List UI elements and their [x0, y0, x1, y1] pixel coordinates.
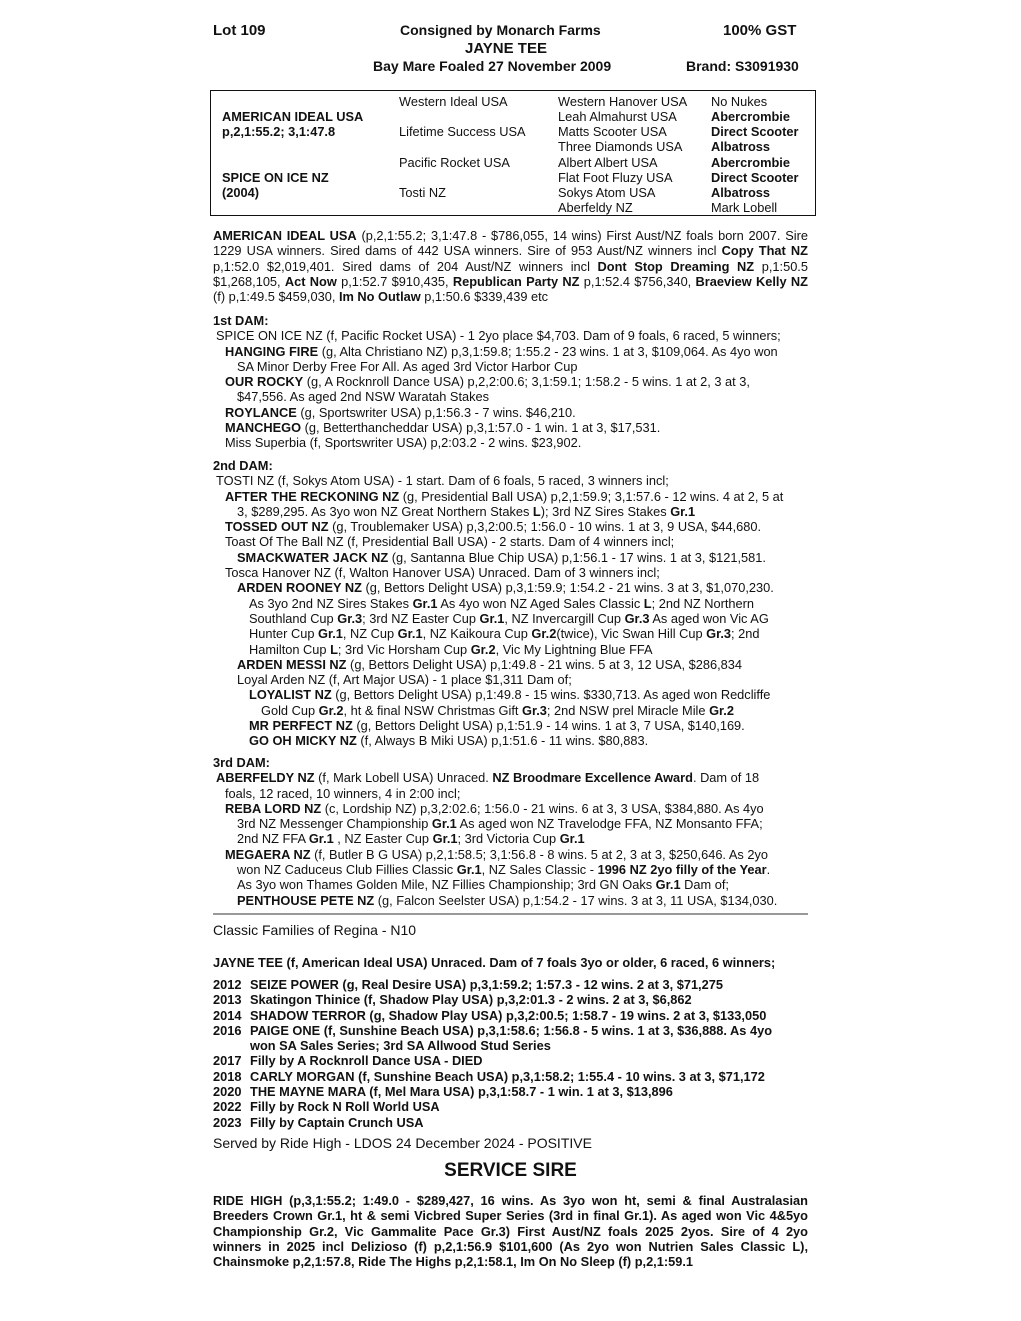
progeny-text: As 4yo won NZ Aged Sales Classic [437, 595, 644, 611]
sire-text: p,1:50.6 $339,439 etc [420, 289, 549, 305]
group-label: Gr.1 [397, 626, 423, 642]
progeny-text: (g, Falcon Seelster USA) p,1:54.2 - 17 wins. 3 at 3, 11 USA, $134,030. [374, 892, 778, 908]
pedigree-g2: Aberfeldy NZ [558, 200, 633, 215]
pedigree-g2: Western Hanover USA [558, 94, 688, 109]
progeny-text: Hamilton Cup [249, 641, 331, 657]
progeny-entry [213, 405, 808, 420]
produce-item [213, 992, 808, 1007]
produce-item [213, 1084, 808, 1099]
progeny-name: TOSSED OUT NZ [225, 519, 329, 535]
foaled-line: Bay Mare Foaled 27 November 2009 [373, 58, 612, 74]
progeny-text: ; 2nd NZ Northern [651, 595, 755, 611]
pedigree-g1: Lifetime Success USA [399, 124, 526, 139]
award-label: 1996 NZ 2yo filly of the Year [597, 862, 767, 878]
produce-item [213, 1099, 808, 1114]
pedigree-g2: Three Diamonds USA [558, 139, 683, 154]
progeny-text: As 3yo 2nd NZ Sires Stakes [249, 595, 413, 611]
group-label: Gr.2 [470, 641, 496, 657]
progeny-entry-cont [213, 626, 808, 641]
group-label: Gr.1 [318, 626, 343, 642]
progeny-text: , NZ Kaikoura Cup [422, 626, 532, 642]
progeny-name: ARDEN ROONEY NZ [237, 580, 362, 596]
progeny-entry: Toast Of The Ball NZ (f, Presidential Ball USA) - 2 starts. Dam of 4 winners incl; [225, 534, 675, 550]
produce-item [213, 1008, 808, 1023]
service-sire-heading: SERVICE SIRE [444, 1160, 577, 1181]
produce-text: Skatingon Thinice (f, Shadow Play USA) p,3,2:01.3 - 2 wins. 2 at 3, $6,862 [250, 992, 692, 1008]
progeny-entry-cont [213, 642, 808, 657]
pedigree-g3: Direct Scooter [711, 170, 799, 185]
progeny-text: As aged won NZ Travelodge FFA, NZ Monsanto FFA; [456, 816, 763, 832]
group-label: L [532, 503, 541, 519]
progeny-entry-cont [213, 504, 808, 519]
group-label: Gr.1 [412, 595, 438, 611]
progeny-entry [213, 718, 808, 733]
progeny-name: HANGING FIRE [225, 343, 319, 359]
group-label: Gr.2 [531, 626, 557, 642]
pedigree-g2: Matts Scooter USA [558, 124, 667, 139]
progeny-entry [213, 733, 808, 748]
produce-text: Filly by Rock N Roll World USA [250, 1099, 440, 1115]
progeny-text: (c, Lordship NZ) p,3,2:02.6; 1:56.0 - 21 wins. 6 at 3, 3 USA, $384,880. As 4yo [321, 800, 764, 816]
progeny-text: ; 2nd [731, 626, 760, 642]
progeny-entry-cont: SA Minor Derby Free For All. As aged 3rd Victor Harbor Cup [237, 358, 578, 374]
section-divider [213, 913, 808, 915]
pedigree-g3: Albatross [711, 185, 771, 200]
served-line: Served by Ride High - LDOS 24 December 2024 - POSITIVE [213, 1135, 592, 1151]
progeny-text: , Vic My Lightning Blue FFA [495, 641, 653, 657]
progeny-entry [213, 374, 808, 389]
progeny-entry-cont: $47,556. As aged 2nd NSW Waratah Stakes [237, 389, 490, 405]
group-label: L [643, 595, 652, 611]
produce-item [213, 1053, 808, 1068]
progeny-name: Republican Party NZ [452, 273, 580, 289]
produce-item [213, 977, 808, 992]
progeny-text: Hunter Cup [249, 626, 318, 642]
brand: Brand: S3091930 [686, 58, 799, 74]
first-dam-intro: SPICE ON ICE NZ (f, Pacific Rocket USA) - 1 2yo place $4,703. Dam of 9 foals, 6 raced, 5 winners; [216, 328, 781, 344]
progeny-entry [213, 420, 808, 435]
progeny-entry [213, 550, 808, 565]
produce-year: 2014 [213, 1007, 242, 1023]
pedigree-g2: Albert Albert USA [558, 155, 658, 170]
second-dam-intro: TOSTI NZ (f, Sokys Atom USA) - 1 start. Dam of 6 foals, 5 raced, 3 winners incl; [216, 473, 669, 489]
third-dam-intro-cont: foals, 12 raced, 10 winners, 4 in 2:00 incl; [225, 785, 461, 801]
progeny-entry: Miss Superbia (f, Sportswriter USA) p,2:03.2 - 2 wins. $23,902. [225, 435, 582, 451]
first-dam-heading: 1st DAM: [213, 313, 269, 328]
group-label: Gr.1 [670, 503, 696, 519]
progeny-text: won NZ Caduceus Club Fillies Classic [237, 862, 457, 878]
service-sire-text: RIDE HIGH (p,3,1:55.2; 1:49.0 - $289,427, 16 wins. As 3yo won ht, semi & final Australasian Breeders Crown Gr.1, ht & semi Vicbred Super Series (3rd in final Gr.1). As aged won Vic 4&5yo Championship Gr.2, Vic Gammalite Pace Gr.3) First Aust/NZ foals 2025 2yos. Sire of 4 2yo winners in 2025 incl Delizioso (f) p,2,1:56.9 $101,600 (As 2yo won Nutrien Sales Classic L), Chainsmoke p,2,1:57.8, Ride The Highs p,2,1:58.1, Im On No Sleep (f) p,2,1:59.1 [213, 1193, 808, 1270]
progeny-text: As aged won Vic AG [649, 610, 769, 626]
progeny-text: (g, Presidential Ball USA) p,2,1:59.9; 3,1:57.6 - 12 wins. 4 at 2, 5 at [399, 488, 784, 504]
progeny-text: As 3yo won Thames Golden Mile, NZ Fillies Championship; 3rd GN Oaks [237, 877, 656, 893]
produce-text: THE MAYNE MARA (f, Mel Mara USA) p,3,1:58.7 - 1 win. 1 at 3, $13,896 [250, 1084, 673, 1100]
progeny-name: MANCHEGO [225, 420, 302, 436]
sire-text: p,1:50.5 $1,268,105, [213, 258, 808, 289]
progeny-entry [213, 489, 808, 504]
family-line: Classic Families of Regina - N10 [213, 922, 417, 938]
pedigree-g3: Abercrombie [711, 109, 790, 124]
produce-year: 2012 [213, 977, 242, 992]
pedigree-g1: Tosti NZ [399, 185, 446, 200]
progeny-name: Dont Stop Dreaming NZ [597, 258, 755, 274]
progeny-entry-cont [213, 831, 808, 846]
produce-text: SHADOW TERROR (g, Shadow Play USA) p,3,2:00.5; 1:58.7 - 19 wins. 2 at 3, $133,050 [250, 1007, 767, 1023]
progeny-text: 3, $289,295. As 3yo won NZ Great Northern Stakes [237, 503, 533, 519]
produce-year: 2020 [213, 1084, 242, 1100]
progeny-name: AFTER THE RECKONING NZ [225, 488, 400, 504]
progeny-text: Dam of; [680, 877, 729, 893]
group-label: Gr.1 [479, 610, 505, 626]
progeny-text: (g, Bettors Delight USA) p,1:49.8 - 15 wins. $330,713. As aged won Redcliffe [331, 687, 771, 703]
progeny-text: , NZ Sales Classic - [481, 862, 598, 878]
progeny-entry [213, 344, 808, 359]
pedigree-sire: AMERICAN IDEAL USA [222, 109, 364, 124]
produce-year: 2018 [213, 1068, 242, 1084]
progeny-name: PENTHOUSE PETE NZ [237, 892, 375, 908]
pedigree-g3: Mark Lobell [711, 200, 778, 215]
produce-item [213, 1069, 808, 1084]
produce-text: Filly by A Rocknroll Dance USA - DIED [250, 1053, 483, 1069]
progeny-text: Southland Cup [249, 610, 338, 626]
progeny-text: , NZ Invercargill Cup [504, 610, 625, 626]
progeny-text: , NZ Easter Cup [333, 831, 433, 847]
pedigree-g1: Pacific Rocket USA [399, 155, 510, 170]
group-label: Gr.3 [522, 702, 547, 718]
first-dam-section [213, 313, 808, 451]
pedigree-dam-year: (2004) [222, 185, 259, 200]
progeny-name: MR PERFECT NZ [249, 718, 353, 734]
pedigree-g2: Leah Almahurst USA [558, 109, 677, 124]
produce-year: 2023 [213, 1114, 242, 1130]
pedigree-g3: Albatross [711, 139, 771, 154]
award-label: NZ Broodmare Excellence Award [492, 770, 693, 786]
progeny-text: (f, Mark Lobell USA) Unraced. [314, 770, 493, 786]
progeny-text: (g, Santanna Blue Chip USA) p,1:56.1 - 17 wins. 1 at 3, $121,581. [388, 549, 766, 565]
lot-number: Lot 109 [213, 22, 266, 39]
sire-text: (p,2,1:55.2; 3,1:47.8 - $786,055, 14 wins) First Aust/NZ foals born 2007. Sire 1229 USA winners. Sired dams of 442 USA winners. Sire of 953 Aust/NZ winners incl [213, 228, 809, 259]
progeny-text: , ht & final NSW Christmas Gift [343, 702, 523, 718]
produce-year: 2016 [213, 1022, 242, 1038]
pedigree-g3: Direct Scooter [711, 124, 799, 139]
pedigree-g2: Sokys Atom USA [558, 185, 656, 200]
progeny-text: (g, Bettors Delight USA) p,1:51.9 - 14 wins. 1 at 3, 7 USA, $140,169. [352, 718, 745, 734]
second-dam-section [213, 458, 808, 749]
sire-paragraph [213, 228, 808, 304]
progeny-entry-cont: won NZ Caduceus Club Fillies Classic Gr.1, NZ Sales Classic - 1996 NZ 2yo filly of the Year. [237, 862, 771, 878]
progeny-name: SMACKWATER JACK NZ [237, 549, 389, 565]
produce-item-cont [213, 1038, 808, 1053]
group-label: Gr.3 [624, 610, 650, 626]
progeny-text: ; 3rd Victoria Cup [457, 831, 560, 847]
progeny-name: Im No Outlaw [338, 289, 421, 305]
group-label: Gr.1 [655, 877, 681, 893]
progeny-text: ; 2nd NSW prel Miracle Mile [546, 702, 710, 718]
third-dam-section [213, 755, 808, 908]
second-dam-heading: 2nd DAM: [213, 458, 273, 473]
progeny-entry-cont [213, 611, 808, 626]
pedigree-g3: Abercrombie [711, 155, 790, 170]
gst-label: 100% GST [723, 22, 797, 39]
produce-item [213, 1023, 808, 1038]
progeny-text: ; 3rd Vic Horsham Cup [337, 641, 471, 657]
group-label: Gr.3 [337, 610, 363, 626]
produce-intro: JAYNE TEE (f, American Ideal USA) Unraced. Dam of 7 foals 3yo or older, 6 raced, 6 winners; [213, 955, 776, 970]
progeny-text: , NZ Cup [342, 626, 398, 642]
group-label: Gr.2 [318, 702, 344, 718]
progeny-entry [213, 893, 808, 908]
sire-text: p,1:52.0 $2,019,401. Sired dams of 204 Aust/NZ winners incl [213, 258, 598, 274]
third-dam-intro [213, 770, 808, 785]
produce-text: won SA Sales Series; 3rd SA Allwood Stud Series [250, 1038, 551, 1054]
progeny-text: . Dam of 18 [692, 770, 760, 786]
group-label: Gr.1 [559, 831, 585, 847]
progeny-entry [213, 801, 808, 816]
produce-text: CARLY MORGAN (f, Sunshine Beach USA) p,3,1:58.2; 1:55.4 - 10 wins. 3 at 3, $71,172 [250, 1068, 765, 1084]
progeny-name: OUR ROCKY [225, 374, 304, 390]
progeny-text: (g, Bettors Delight USA) p,1:49.8 - 21 wins. 5 at 3, 12 USA, $286,834 [346, 656, 742, 672]
produce-list [213, 977, 808, 1130]
progeny-text: (twice), Vic Swan Hill Cup [556, 626, 707, 642]
third-dam-heading: 3rd DAM: [213, 755, 270, 770]
progeny-name: ABERFELDY NZ [216, 770, 315, 786]
produce-year: 2013 [213, 992, 242, 1008]
progeny-name: LOYALIST NZ [249, 687, 332, 703]
group-label: Gr.1 [432, 831, 458, 847]
progeny-entry [213, 687, 808, 702]
progeny-text: (g, Betterthancheddar USA) p,3,1:57.0 - 1 win. 1 at 3, $17,531. [301, 420, 661, 436]
progeny-text: (g, Troublemaker USA) p,3,2:00.5; 1:56.0 - 10 wins. 1 at 3, 9 USA, $44,680. [328, 519, 762, 535]
group-label: L [330, 641, 338, 657]
produce-item [213, 1115, 808, 1130]
produce-year: 2017 [213, 1053, 242, 1069]
progeny-entry-cont [213, 596, 808, 611]
progeny-text: Gold Cup [261, 702, 319, 718]
progeny-entry: Loyal Arden NZ (f, Art Major USA) - 1 place $1,311 Dam of; [237, 672, 572, 688]
pedigree-g3: No Nukes [711, 94, 768, 109]
progeny-name: Copy That NZ [721, 243, 808, 259]
progeny-name: MEGAERA NZ [225, 846, 311, 862]
sire-text: (f) p,1:49.5 $459,030, [213, 289, 339, 305]
sire-text: p,1:52.4 $756,340, [579, 273, 696, 289]
progeny-entry [213, 847, 808, 862]
progeny-text: (g, A Rocknroll Dance USA) p,2,2:00.6; 3,1:59.1; 1:58.2 - 5 wins. 1 at 2, 3 at 3, [303, 374, 750, 390]
progeny-entry [213, 519, 808, 534]
progeny-entry-cont [213, 877, 808, 892]
progeny-text: (g, Sportswriter USA) p,1:56.3 - 7 wins. $46,210. [296, 404, 576, 420]
progeny-name: REBA LORD NZ [225, 800, 322, 816]
group-label: Gr.1 [456, 862, 482, 878]
progeny-text: 3rd NZ Messenger Championship [237, 816, 432, 832]
pedigree-dam: SPICE ON ICE NZ [222, 170, 329, 185]
progeny-name: ARDEN MESSI NZ [237, 656, 347, 672]
progeny-entry [213, 657, 808, 672]
sire-name: AMERICAN IDEAL USA [213, 228, 357, 243]
progeny-text: (g, Bettors Delight USA) p,3,1:59.9; 1:54.2 - 21 wins. 3 at 3, $1,070,230. [361, 580, 774, 596]
sire-text: p,1:52.7 $910,435, [336, 273, 453, 289]
pedigree-sire-record: p,2,1:55.2; 3,1:47.8 [222, 124, 336, 139]
progeny-text: ); 3rd NZ Sires Stakes [540, 503, 671, 519]
pedigree-g2: Flat Foot Fluzy USA [558, 170, 673, 185]
progeny-text: (g, Alta Christiano NZ) p,3,1:59.8; 1:55.2 - 23 wins. 1 at 3, $109,064. As 4yo won [318, 343, 778, 359]
progeny-entry-cont [213, 816, 808, 831]
consignor: Consigned by Monarch Farms [400, 22, 601, 38]
progeny-entry-cont [213, 703, 808, 718]
produce-text: SEIZE POWER (g, Real Desire USA) p,3,1:59.2; 1:57.3 - 12 wins. 2 at 3, $71,275 [250, 977, 723, 992]
group-label: Gr.2 [709, 702, 734, 718]
progeny-name: Braeview Kelly NZ [695, 273, 808, 289]
progeny-name: ROYLANCE [225, 404, 297, 420]
progeny-entry: Tosca Hanover NZ (f, Walton Hanover USA) Unraced. Dam of 3 winners incl; [225, 565, 660, 581]
progeny-name: Act Now [284, 273, 337, 289]
produce-year: 2022 [213, 1099, 242, 1115]
progeny-text: (f, Butler B G USA) p,2,1:58.5; 3,1:56.8 - 8 wins. 5 at 2, 3 at 3, $250,646. As 2yo [310, 846, 768, 862]
group-label: Gr.1 [431, 816, 457, 832]
progeny-text: (f, Always B Miki USA) p,1:51.6 - 11 wins. $80,883. [356, 733, 649, 749]
progeny-text: ; 3rd NZ Easter Cup [362, 610, 480, 626]
horse-name: JAYNE TEE [465, 40, 547, 57]
produce-text: Filly by Captain Crunch USA [250, 1114, 424, 1130]
pedigree-g1: Western Ideal USA [399, 94, 508, 109]
progeny-entry [213, 580, 808, 595]
progeny-name: GO OH MICKY NZ [249, 733, 357, 749]
group-label: Gr.3 [706, 626, 732, 642]
group-label: Gr.1 [308, 831, 334, 847]
produce-text: PAIGE ONE (f, Sunshine Beach USA) p,3,1:58.6; 1:56.8 - 5 wins. 1 at 3, $36,888. As 4yo [250, 1022, 773, 1038]
progeny-text: 2nd NZ FFA [237, 831, 309, 847]
pedigree-table [210, 90, 816, 216]
